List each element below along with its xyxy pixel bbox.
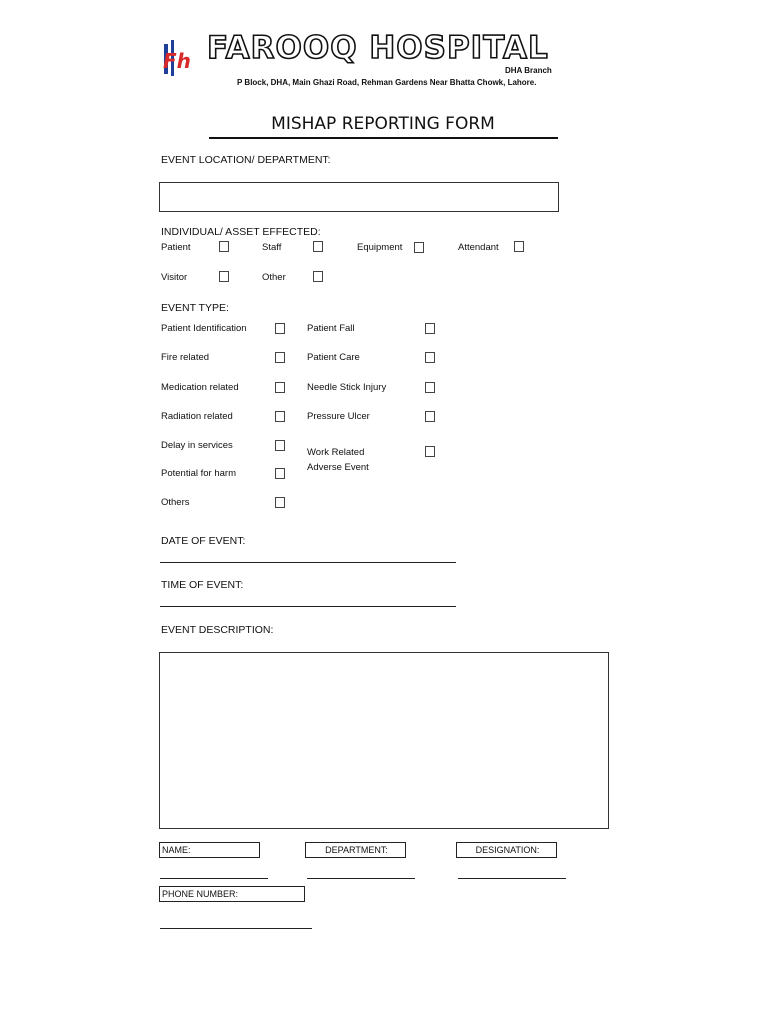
hospital-logo	[161, 38, 201, 80]
equipment-checkbox[interactable]	[414, 242, 424, 253]
department-line[interactable]	[307, 878, 415, 879]
medication-related-checkbox[interactable]	[275, 382, 285, 393]
phone-number-line[interactable]	[160, 928, 312, 929]
event-location-label: EVENT LOCATION/ DEPARTMENT:	[161, 154, 331, 166]
event-type-adverse-event: Adverse Event	[307, 462, 369, 473]
potential-for-harm-checkbox[interactable]	[275, 468, 285, 479]
pressure-ulcer-checkbox[interactable]	[425, 411, 435, 422]
event-type-radiation-related: Radiation related	[161, 411, 233, 422]
option-equipment-label: Equipment	[357, 242, 403, 253]
option-staff-label: Staff	[262, 242, 282, 253]
attendant-checkbox[interactable]	[514, 241, 524, 252]
hospital-address: P Block, DHA, Main Ghazi Road, Rehman Gardens Near Bhatta Chowk, Lahore.	[237, 78, 537, 87]
option-patient-label: Patient	[161, 242, 191, 253]
time-of-event-line[interactable]	[160, 606, 456, 607]
event-type-others: Others	[161, 497, 190, 508]
department-label-box: DEPARTMENT:	[305, 842, 406, 858]
event-description-label: EVENT DESCRIPTION:	[161, 624, 274, 636]
time-of-event-label: TIME OF EVENT:	[161, 579, 244, 591]
event-type-needle-stick-injury: Needle Stick Injury	[307, 382, 387, 393]
event-type-patient-fall: Patient Fall	[307, 323, 355, 334]
phone-number-label-box: PHONE NUMBER:	[159, 886, 305, 902]
delay-in-services-checkbox[interactable]	[275, 440, 285, 451]
event-type-delay-in-services: Delay in services	[161, 440, 233, 451]
designation-line[interactable]	[458, 878, 566, 879]
radiation-related-checkbox[interactable]	[275, 411, 285, 422]
date-of-event-line[interactable]	[160, 562, 456, 563]
individual-label: INDIVIDUAL/ ASSET EFFECTED:	[161, 226, 321, 238]
event-location-field[interactable]	[159, 182, 559, 212]
staff-checkbox[interactable]	[313, 241, 323, 252]
others-checkbox[interactable]	[275, 497, 285, 508]
visitor-checkbox[interactable]	[219, 271, 229, 282]
event-type-patient-care: Patient Care	[307, 352, 360, 363]
option-attendant-label: Attendant	[458, 242, 499, 253]
fire-related-checkbox[interactable]	[275, 352, 285, 363]
patient-care-checkbox[interactable]	[425, 352, 435, 363]
patient-fall-checkbox[interactable]	[425, 323, 435, 334]
form-title: MISHAP REPORTING FORM	[271, 114, 495, 134]
date-of-event-label: DATE OF EVENT:	[161, 535, 246, 547]
patient-identification-checkbox[interactable]	[275, 323, 285, 334]
event-type-pressure-ulcer: Pressure Ulcer	[307, 411, 370, 422]
designation-label-box: DESIGNATION:	[456, 842, 557, 858]
hospital-name: FAROOQ HOSPITAL	[207, 30, 549, 66]
title-underline	[209, 137, 558, 139]
other-checkbox[interactable]	[313, 271, 323, 282]
name-label-box: NAME:	[159, 842, 260, 858]
option-other-label: Other	[262, 272, 286, 283]
work-related-adverse-event-checkbox[interactable]	[425, 446, 435, 457]
needle-stick-injury-checkbox[interactable]	[425, 382, 435, 393]
event-type-potential-for-harm: Potential for harm	[161, 468, 236, 479]
logo-letters: Fh	[163, 49, 191, 73]
patient-checkbox[interactable]	[219, 241, 229, 252]
event-description-field[interactable]	[159, 652, 609, 829]
branch-name: DHA Branch	[505, 66, 552, 75]
event-type-patient-identification: Patient Identification	[161, 323, 247, 334]
event-type-medication-related: Medication related	[161, 382, 239, 393]
event-type-work-related: Work Related	[307, 447, 365, 458]
name-line[interactable]	[160, 878, 268, 879]
event-type-label: EVENT TYPE:	[161, 302, 229, 314]
event-type-fire-related: Fire related	[161, 352, 210, 363]
option-visitor-label: Visitor	[161, 272, 188, 283]
